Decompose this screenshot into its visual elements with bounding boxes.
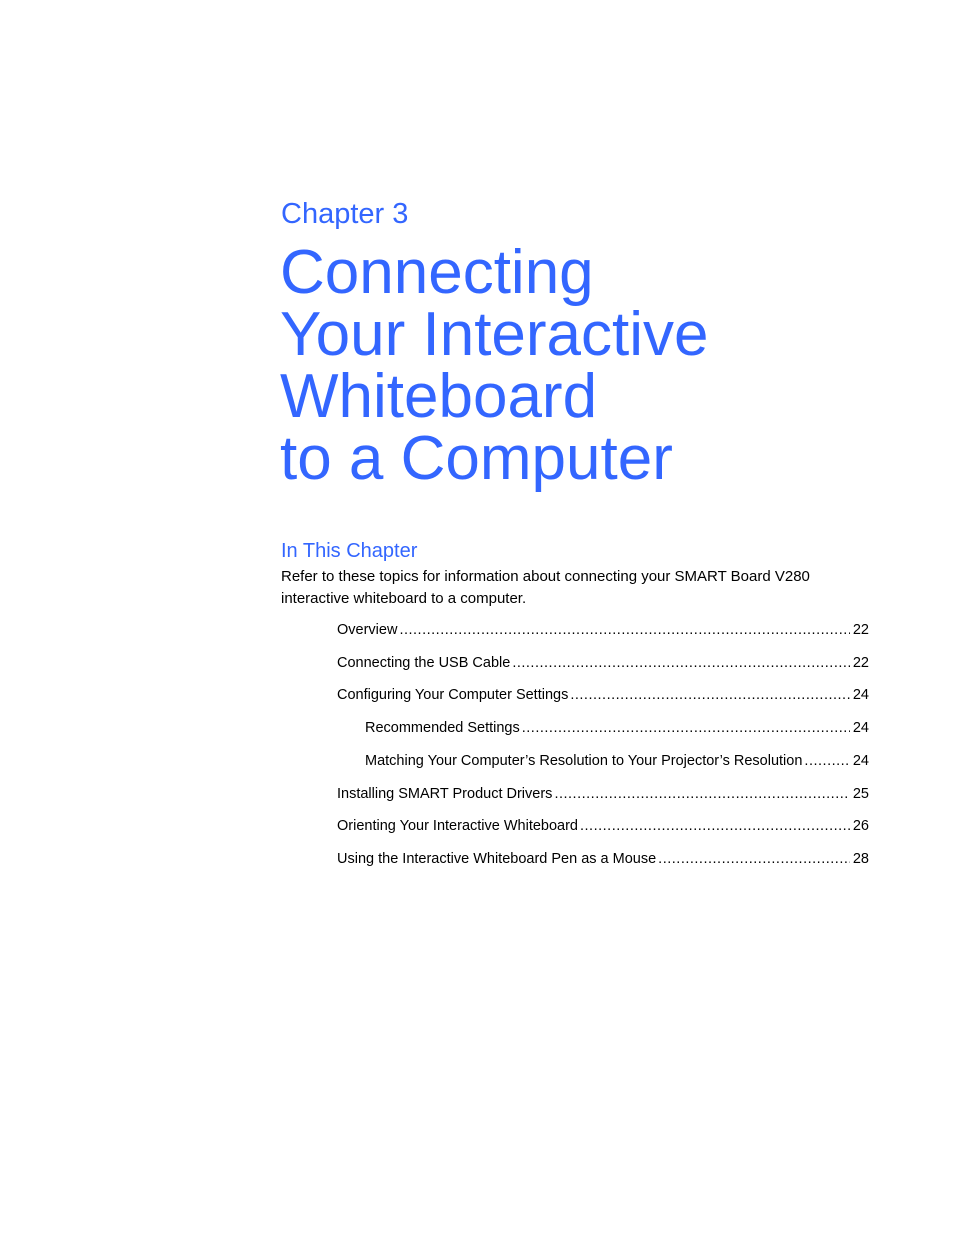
toc-entry-label: Connecting the USB Cable xyxy=(337,655,511,671)
toc-page-number: 22 xyxy=(852,622,869,638)
toc-leader xyxy=(580,816,850,836)
toc-leader xyxy=(399,620,849,640)
toc-leader xyxy=(804,751,849,771)
intro-paragraph: Refer to these topics for information about connecting your SMART Board V280 interactive whiteboard to a computer. xyxy=(281,568,810,607)
toc-page-number: 22 xyxy=(852,655,869,671)
toc-leader xyxy=(658,849,850,869)
chapter-title-line: Your Interactive xyxy=(280,300,709,369)
toc-entry-installing-drivers[interactable] xyxy=(337,784,869,804)
toc-leader xyxy=(570,685,850,705)
chapter-title-line: Whiteboard xyxy=(280,362,598,431)
toc-entry-matching-resolution[interactable] xyxy=(365,751,869,771)
toc-entry-label: Orienting Your Interactive Whiteboard xyxy=(337,818,578,834)
toc-entry-label: Configuring Your Computer Settings xyxy=(337,687,569,703)
toc-entry-label: Recommended Settings xyxy=(365,720,520,736)
section-heading: In This Chapter xyxy=(281,540,418,562)
toc-entry-label: Using the Interactive Whiteboard Pen as a Mouse xyxy=(337,851,657,867)
chapter-label: Chapter 3 xyxy=(281,198,409,230)
toc-entry-recommended-settings[interactable] xyxy=(365,718,869,738)
toc-page-number: 25 xyxy=(852,786,869,802)
toc-entry-label: Matching Your Computer’s Resolution to Your Projector’s Resolution xyxy=(365,753,803,769)
toc-page-number: 28 xyxy=(852,851,869,867)
chapter-title xyxy=(280,238,900,493)
toc-entry-label: Installing SMART Product Drivers xyxy=(337,786,553,802)
toc-entry-using-pen-as-mouse[interactable] xyxy=(337,849,869,869)
chapter-title-line: to a Computer xyxy=(280,424,673,493)
toc-page-number: 24 xyxy=(852,687,869,703)
toc-entry-overview[interactable] xyxy=(337,620,869,640)
toc-leader xyxy=(554,784,849,804)
toc-entry-configuring-computer-settings[interactable] xyxy=(337,685,869,705)
toc-entry-connecting-usb-cable[interactable] xyxy=(337,653,869,673)
toc-entry-label: Overview xyxy=(337,622,398,638)
toc-leader xyxy=(522,718,850,738)
toc-page-number: 24 xyxy=(852,720,869,736)
chapter-title-line: Connecting xyxy=(280,238,594,307)
toc-page-number: 26 xyxy=(852,818,869,834)
toc-leader xyxy=(512,653,850,673)
toc-page-number: 24 xyxy=(852,753,869,769)
toc-entry-orienting-whiteboard[interactable] xyxy=(337,816,869,836)
